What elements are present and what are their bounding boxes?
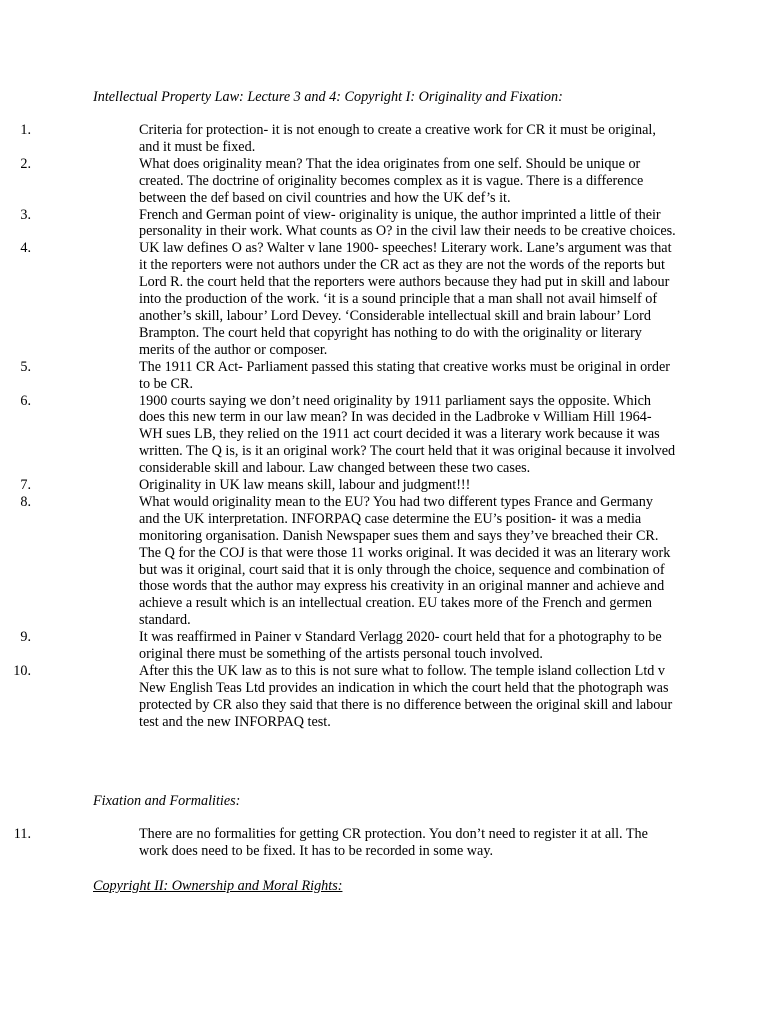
list-item — [0, 240, 676, 358]
item-number: 5. — [20, 358, 31, 375]
item-text: There are no formalities for getting CR protection. You don’t need to register it at all. The work does need to be fixed. It has to be recorded in some way. — [139, 826, 648, 859]
notes-list — [0, 122, 768, 731]
item-number: 10. — [13, 663, 31, 679]
item-text: French and German point of view- originality is unique, the author imprinted a little of their personality in their work. What counts as O? in the civil law their needs to be creative choices. — [139, 206, 676, 240]
document-title: Intellectual Property Law: Lecture 3 and 4: Copyright I: Originality and Fixation: — [93, 89, 563, 105]
item-number: 11. — [13, 826, 31, 842]
item-text: What does originality mean? That the idea originates from one self. Should be unique or created. The doctrine of originality becomes complex as it is vague. There is a difference between the def based on civil countries and how the UK def’s it. — [139, 155, 644, 206]
item-text: After this the UK law as to this is not sure what to follow. The temple island collection Ltd v New English Teas Ltd provides an indication in which the court held that the photograph was protected by CR also they said that there is no difference between the original skill and labour test and the new INFORPAQ test. — [139, 663, 673, 730]
item-text: 1900 courts saying we don’t need originality by 1911 parliament says the opposite. Which does this new term in our law mean? In was decided in the Ladbroke v William Hill 1964- WH sues LB, they relied on the 1911 act court decided it was a literary work because it was written. The Q is, is it an original work? The court held that it was original because it involved considerable skill and labour. Law changed between these two cases. — [139, 392, 676, 477]
item-number: 3. — [20, 206, 31, 223]
item-number: 2. — [20, 155, 31, 172]
item-number: 6. — [20, 392, 31, 409]
item-text: The 1911 CR Act- Parliament passed this stating that creative works must be original in order to be CR. — [139, 358, 670, 392]
list-item — [0, 393, 676, 478]
item-number: 7. — [20, 477, 31, 494]
item-text: Originality in UK law means skill, labour and judgment!!! — [139, 477, 471, 494]
item-number: 4. — [20, 240, 31, 257]
list-item — [0, 629, 676, 663]
list-item — [0, 207, 676, 241]
list-item — [0, 156, 676, 207]
item-number: 8. — [20, 493, 31, 510]
list-item — [0, 122, 676, 156]
notes-list-fixation — [0, 826, 768, 860]
item-number: 9. — [20, 629, 31, 646]
item-text: What would originality mean to the EU? You had two different types France and Germany and the UK interpretation. INFORPAQ case determine the EU’s position- it was a media monitoring organisation. Danish Newspaper sues them and says they’ve breached their CR. The Q for the COJ is that were those 11 works original. It was decided it was an literary work but was it original, court said that it is only through the choice, sequence and combination of those words that the author may express his creativity in an original manner and achieve and achieve a result which is an intellectual creation. EU takes more of the French and germen standard. — [139, 493, 671, 629]
item-text: It was reaffirmed in Painer v Standard Verlagg 2020- court held that for a photography to be original there must be something of the artists personal touch involved. — [139, 629, 662, 663]
list-item — [0, 477, 676, 494]
item-text: Criteria for protection- it is not enough to create a creative work for CR it must be original, and it must be fixed. — [139, 122, 656, 155]
section-heading-fixation: Fixation and Formalities: — [93, 793, 241, 809]
item-text: UK law defines O as? Walter v lane 1900- speeches! Literary work. Lane’s argument was that it the reporters were not authors under the CR act as they are not the words of the reports but Lord R. the court held that the reporters were authors because they had put in skill and labour into the production of the work. ‘it is a sound principle that a man shall not avail himself of another’s skill, labour’ Lord Devey. ‘Considerable intellectual skill and brain labour’ Lord Brampton. The court held that copyright has nothing to do with the originality or literary merits of the author or composer. — [139, 240, 672, 358]
list-item — [0, 663, 676, 731]
item-number: 1. — [20, 122, 31, 138]
list-item — [0, 826, 676, 860]
section-heading-copyright-ii: Copyright II: Ownership and Moral Rights: — [93, 878, 343, 894]
list-item — [0, 359, 676, 393]
list-item — [0, 494, 676, 629]
